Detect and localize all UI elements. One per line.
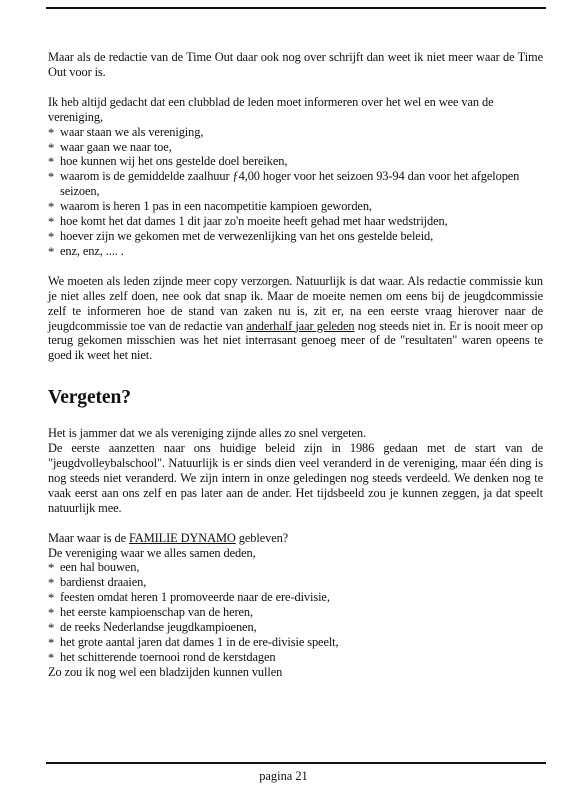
list-item: * waarom is heren 1 pas in een nacompetitie kampioen geworden,	[48, 199, 543, 214]
paragraph-vereniging: De vereniging waar we alles samen deden,	[48, 545, 256, 560]
memories-list	[48, 560, 543, 664]
list-item: * feesten omdat heren 1 promoveerde naar de ere-divisie,	[48, 590, 543, 605]
page-number: pagina 21	[259, 769, 308, 783]
list-item: * waarom is de gemiddelde zaalhuur ƒ4,00 hoger voor het seizoen 93-94 dan voor het afgelopen seizoen,	[48, 169, 543, 199]
list-item: * het grote aantal jaren dat dames 1 in de ere-divisie speelt,	[48, 635, 543, 650]
list-item: * waar gaan we naar toe,	[48, 140, 543, 155]
paragraph-copy	[48, 274, 543, 363]
paragraph-time-out: Maar als de redactie van de Time Out daar ook nog over schrijft dan weet ik niet meer waar de Time Out voor is.	[48, 50, 543, 79]
paragraph-closing: Zo zou ik nog wel een bladzijden kunnen vullen	[48, 664, 283, 679]
underlined-phrase: anderhalf jaar geleden	[246, 318, 355, 333]
list-item: * de reeks Nederlandse jeugdkampioenen,	[48, 620, 543, 635]
paragraph-beleid: De eerste aanzetten naar ons huidige beleid zijn in 1986 gedaan met de start van de "jeugdvolleybalschool". Natuurlijk is er sinds dien veel veranderd in de vereniging, maar één ding is nog steeds niet veranderd. We zijn intern in onze geledingen nog steeds verdeeld. We denken nog te vaak eerst aan ons zelf en pas later aan de ander. Het tijdsbeeld zou je kunnen zeggen, ja dat speelt natuurlijk mee.	[48, 441, 543, 515]
list-item: * hoe kunnen wij het ons gestelde doel bereiken,	[48, 154, 543, 169]
list-item: * het schitterende toernooi rond de kerstdagen	[48, 650, 543, 665]
page-body	[48, 50, 543, 680]
paragraph-familie-text-1: Maar waar is de	[48, 530, 129, 545]
list-item: * het eerste kampioenschap van de heren,	[48, 605, 543, 620]
paragraph-familie	[48, 531, 543, 546]
section-heading: Vergeten?	[48, 387, 131, 409]
question-list	[48, 125, 543, 259]
list-item: * waar staan we als vereniging,	[48, 125, 543, 140]
list-item: * een hal bouwen,	[48, 560, 543, 575]
bottom-rule	[46, 762, 546, 764]
paragraph-vergeten: Het is jammer dat we als vereniging zijnde alles zo snel vergeten.	[48, 426, 366, 441]
top-rule	[46, 7, 546, 9]
list-item: * hoe komt het dat dames 1 dit jaar zo'n moeite heeft gehad met haar wedstrijden,	[48, 214, 543, 229]
paragraph-copy-text-1: We moeten als leden zijnde meer copy verzorgen. Natuurlijk is dat waar. Als redactie commissie kun je niet alles zelf doen, nee ook dat snap ik. Maar de moeite nemen om eens bij de jeugdcommissie zelf te informeren hoe de stand van zaken nu is, zit er, na een eerste vraag hierover naar de jeugdcommissie toe van de redactie van	[48, 273, 543, 333]
paragraph-copy-text-2: nog steeds niet in. Er is nooit meer op terug gekomen misschien was het niet interrasant genoeg meer of de "resultaten" waren opeens te goed ik weet het niet.	[48, 318, 543, 363]
list-item: * bardienst draaien,	[48, 575, 543, 590]
paragraph-clubblad-intro: Ik heb altijd gedacht dat een clubblad de leden moet informeren over het wel en wee van de vereniging,	[48, 94, 494, 124]
list-item: * enz, enz, .... .	[48, 244, 543, 259]
paragraph-familie-text-2: gebleven?	[235, 530, 289, 545]
list-item: * hoever zijn we gekomen met de verwezenlijking van het ons gestelde beleid,	[48, 229, 543, 244]
underlined-phrase: FAMILIE DYNAMO	[128, 530, 236, 545]
